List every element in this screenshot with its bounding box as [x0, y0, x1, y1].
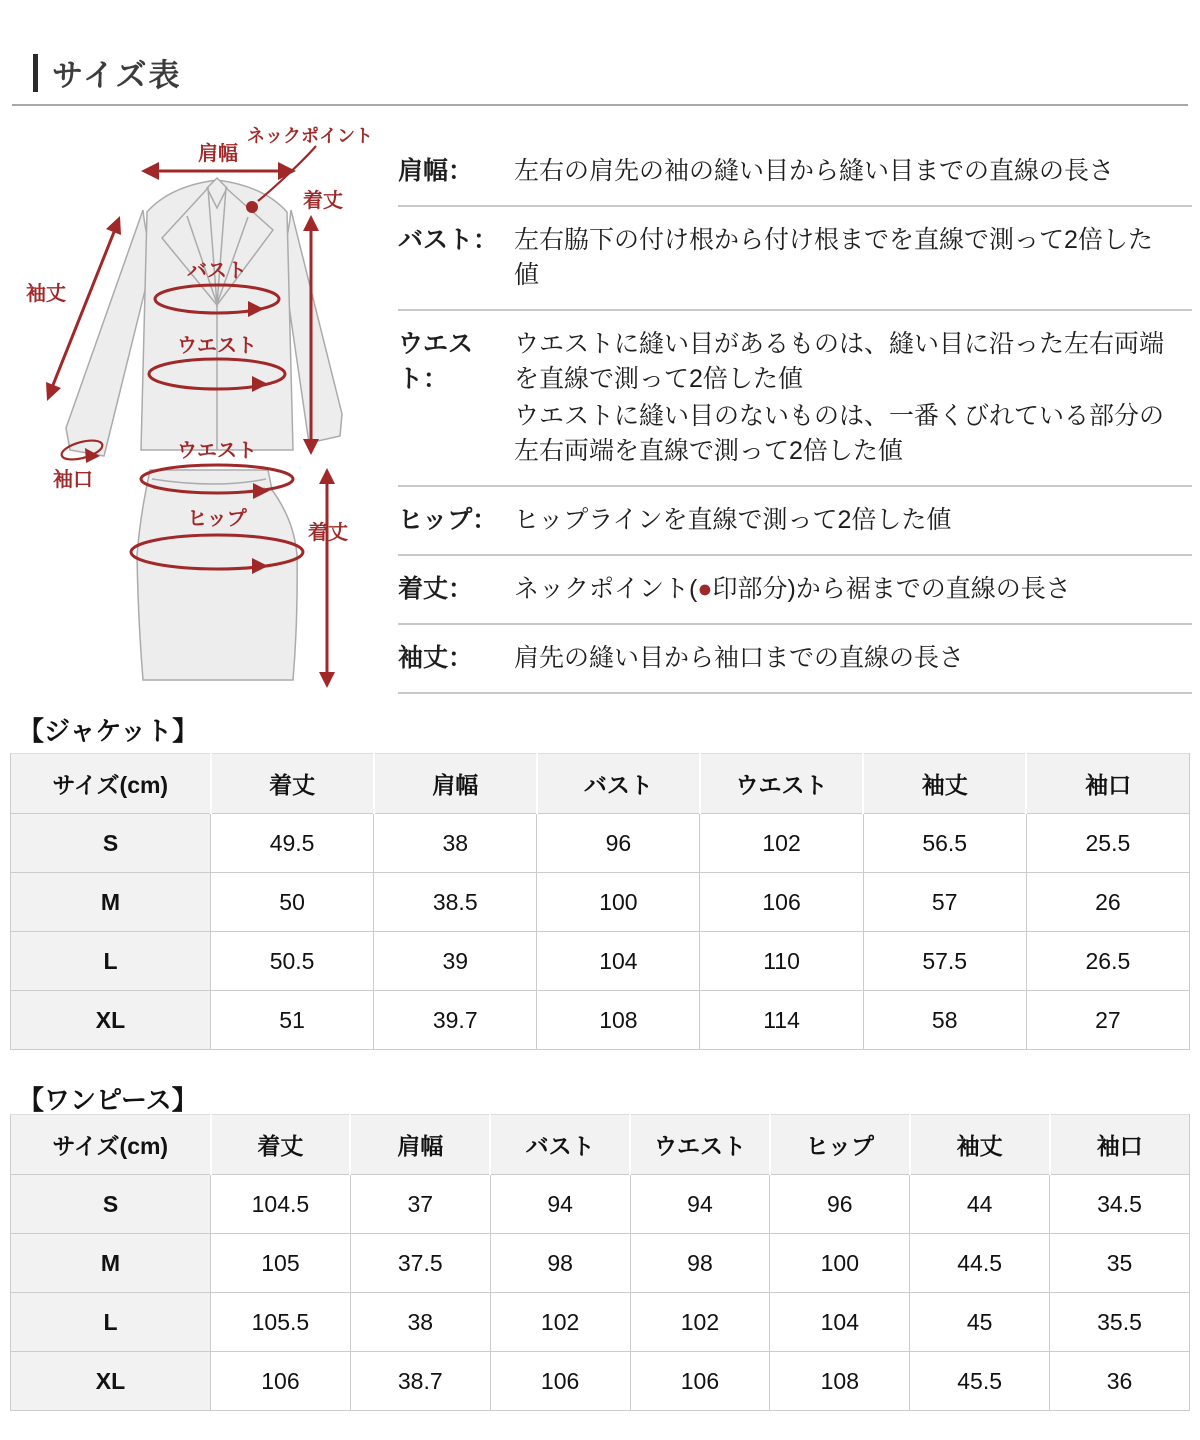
jacket-header-row	[11, 754, 1190, 814]
bust-label: バスト	[187, 260, 247, 282]
value-cell: 25.5	[1026, 814, 1189, 873]
value-cell: 94	[630, 1175, 770, 1234]
header-cell: バスト	[490, 1115, 630, 1175]
title-accent-bar	[33, 54, 38, 92]
garment-silhouette	[66, 178, 342, 680]
onepiece-table-caption: 【ワンピース】	[18, 1085, 198, 1115]
size-cell: M	[11, 873, 211, 932]
value-cell: 51	[211, 991, 374, 1050]
skirt-length-label: 着丈	[308, 522, 348, 544]
definition-row-sleeve	[398, 625, 1192, 694]
value-cell: 58	[863, 991, 1026, 1050]
definition-desc	[514, 641, 1174, 676]
definition-desc-line	[514, 572, 1174, 607]
jacket-length-label: 着丈	[303, 190, 343, 212]
value-cell: 38.5	[374, 873, 537, 932]
value-cell: 39	[374, 932, 537, 991]
jacket-row-xl	[11, 991, 1190, 1050]
size-cell: XL	[11, 1352, 211, 1411]
arrowhead-down-icon	[303, 439, 319, 455]
header-cell: 着丈	[211, 754, 374, 814]
jacket-waist-label: ウエスト	[177, 335, 257, 357]
value-cell: 35	[1050, 1234, 1190, 1293]
value-cell: 26	[1026, 873, 1189, 932]
onepiece-header-row	[11, 1115, 1190, 1175]
header-cell: バスト	[537, 754, 700, 814]
header-cell: ウエスト	[700, 754, 863, 814]
value-cell: 105	[211, 1234, 351, 1293]
neck-point-dot-glyph: ●	[697, 575, 713, 603]
desc-text-before: ネックポイント(	[514, 575, 698, 603]
value-cell: 106	[630, 1352, 770, 1411]
header-cell: ウエスト	[630, 1115, 770, 1175]
definition-row-length	[398, 556, 1192, 625]
definition-desc-line: 左右の肩先の袖の縫い目から縫い目までの直線の長さ	[514, 157, 1115, 185]
value-cell: 56.5	[863, 814, 1026, 873]
shoulder-width-label: 肩幅	[198, 143, 238, 165]
value-cell: 96	[770, 1175, 910, 1234]
definition-row-hip	[398, 487, 1192, 556]
definition-term: ヒップ：	[398, 506, 498, 534]
value-cell: 98	[490, 1234, 630, 1293]
sleeve-length-label: 袖丈	[26, 283, 66, 305]
size-cell: S	[11, 814, 211, 873]
header-cell: 肩幅	[374, 754, 537, 814]
definition-desc-line: ウエストに縫い目のないものは、一番くびれている部分の左右両端を直線で測って2倍した値	[514, 402, 1165, 465]
value-cell: 102	[700, 814, 863, 873]
definition-desc-line: 左右脇下の付け根から付け根までを直線で測って2倍した値	[514, 226, 1153, 289]
value-cell: 110	[700, 932, 863, 991]
value-cell: 26.5	[1026, 932, 1189, 991]
value-cell: 38	[374, 814, 537, 873]
onepiece-row-s	[11, 1175, 1190, 1234]
definition-term: 肩幅：	[398, 157, 474, 185]
jacket-row-s	[11, 814, 1190, 873]
jacket-row-l	[11, 932, 1190, 991]
skirt-body	[137, 470, 297, 680]
definition-desc-line: ウエストに縫い目があるものは、縫い目に沿った左右両端を直線で測って2倍した値	[514, 330, 1165, 393]
header-cell: 袖口	[1050, 1115, 1190, 1175]
value-cell: 36	[1050, 1352, 1190, 1411]
value-cell: 45.5	[910, 1352, 1050, 1411]
value-cell: 57.5	[863, 932, 1026, 991]
arrowhead-down2-icon	[319, 672, 335, 688]
value-cell: 49.5	[211, 814, 374, 873]
header-cell: ヒップ	[770, 1115, 910, 1175]
definition-desc-line: ヒップラインを直線で測って2倍した値	[514, 506, 952, 534]
onepiece-size-table	[10, 1114, 1190, 1411]
value-cell: 104.5	[211, 1175, 351, 1234]
value-cell: 44.5	[910, 1234, 1050, 1293]
definition-desc-line: 肩先の縫い目から袖口までの直線の長さ	[514, 644, 965, 672]
value-cell: 96	[537, 814, 700, 873]
value-cell: 114	[700, 991, 863, 1050]
value-cell: 38.7	[350, 1352, 490, 1411]
desc-text-after: 印部分)から裾までの直線の長さ	[712, 575, 1071, 603]
value-cell: 106	[211, 1352, 351, 1411]
neck-point-label: ネックポイント	[247, 126, 373, 146]
value-cell: 100	[537, 873, 700, 932]
value-cell: 39.7	[374, 991, 537, 1050]
header-cell: 肩幅	[350, 1115, 490, 1175]
header-cell: サイズ(cm)	[11, 1115, 211, 1175]
definition-term: バスト：	[398, 226, 499, 254]
value-cell: 27	[1026, 991, 1189, 1050]
arrowhead-up2-icon	[319, 468, 335, 484]
value-cell: 104	[770, 1293, 910, 1352]
skirt-waist-label: ウエスト	[177, 440, 257, 462]
header-cell: 着丈	[211, 1115, 351, 1175]
definition-row-waist	[398, 311, 1192, 487]
value-cell: 108	[770, 1352, 910, 1411]
definition-term: ウエスト：	[398, 330, 474, 393]
jacket-table-caption: 【ジャケット】	[18, 716, 199, 746]
value-cell: 94	[490, 1175, 630, 1234]
value-cell: 102	[490, 1293, 630, 1352]
size-cell: XL	[11, 991, 211, 1050]
value-cell: 35.5	[1050, 1293, 1190, 1352]
value-cell: 106	[490, 1352, 630, 1411]
value-cell: 37	[350, 1175, 490, 1234]
value-cell: 34.5	[1050, 1175, 1190, 1234]
onepiece-row-l	[11, 1293, 1190, 1352]
value-cell: 38	[350, 1293, 490, 1352]
cuff-label: 袖口	[53, 469, 93, 491]
jacket-row-m	[11, 873, 1190, 932]
definition-term: 着丈：	[398, 575, 474, 603]
size-cell: L	[11, 1293, 211, 1352]
neck-point-dot-icon	[246, 201, 258, 213]
size-cell: M	[11, 1234, 211, 1293]
measurement-diagram	[10, 118, 390, 714]
header-cell: 袖口	[1026, 754, 1189, 814]
value-cell: 106	[700, 873, 863, 932]
value-cell: 57	[863, 873, 1026, 932]
jacket-size-table	[10, 753, 1190, 1050]
value-cell: 37.5	[350, 1234, 490, 1293]
value-cell: 98	[630, 1234, 770, 1293]
arrowhead-right-icon	[278, 162, 296, 180]
definition-term: 袖丈：	[398, 644, 474, 672]
value-cell: 44	[910, 1175, 1050, 1234]
value-cell: 102	[630, 1293, 770, 1352]
definition-row-shoulder	[398, 138, 1192, 207]
page-title: サイズ表	[52, 58, 182, 93]
definition-row-bust	[398, 207, 1192, 311]
header-cell: 袖丈	[910, 1115, 1050, 1175]
arrowhead-up-icon	[303, 215, 319, 231]
value-cell: 50.5	[211, 932, 374, 991]
value-cell: 50	[211, 873, 374, 932]
definition-desc	[514, 572, 1174, 607]
arrowhead-left-icon	[141, 162, 159, 180]
value-cell: 108	[537, 991, 700, 1050]
page-title-row	[33, 50, 182, 95]
onepiece-row-m	[11, 1234, 1190, 1293]
header-cell: 袖丈	[863, 754, 1026, 814]
value-cell: 105.5	[211, 1293, 351, 1352]
definition-desc	[514, 503, 1174, 538]
onepiece-row-xl	[11, 1352, 1190, 1411]
value-cell: 100	[770, 1234, 910, 1293]
size-cell: S	[11, 1175, 211, 1234]
definition-desc	[514, 223, 1174, 293]
value-cell: 45	[910, 1293, 1050, 1352]
header-cell: サイズ(cm)	[11, 754, 211, 814]
title-divider	[12, 104, 1188, 106]
value-cell: 104	[537, 932, 700, 991]
measurement-definitions	[398, 138, 1192, 694]
size-cell: L	[11, 932, 211, 991]
definition-desc	[514, 327, 1174, 469]
hip-label: ヒップ	[187, 508, 247, 530]
definition-desc	[514, 154, 1174, 189]
